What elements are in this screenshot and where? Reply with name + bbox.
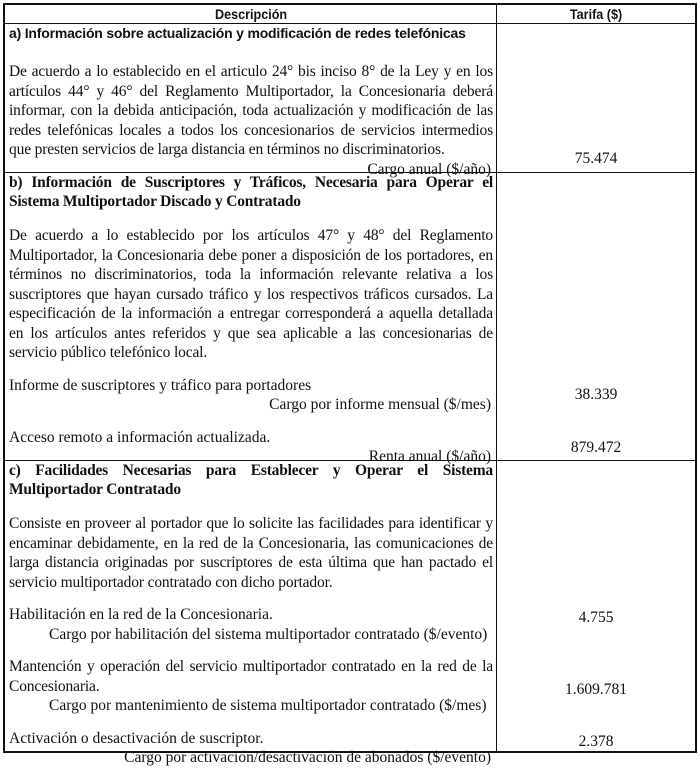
section-c-item-3-value: 2.378 — [578, 733, 614, 750]
section-c-item-3-charge: Cargo por activación/desactivación de abonados ($/evento) — [124, 749, 491, 766]
section-c-item-1-value: 4.755 — [578, 609, 614, 626]
section-b-item-2-value: 879.472 — [570, 439, 622, 456]
header-description: Descripción — [214, 6, 288, 22]
section-a-row — [5, 23, 695, 178]
section-c-item-1-label: Habilitación en la red de la Concesionaria. — [9, 606, 273, 623]
table-header-row — [5, 5, 695, 23]
section-c-title: c) Facilidades Necesarias para Establecer y Operar el Sistema Multiportador Contratado — [9, 462, 493, 498]
header-tariff-cell — [497, 5, 695, 23]
section-b-item-2-label: Acceso remoto a información actualizada. — [9, 428, 271, 446]
section-b-item-1-label: Informe de suscriptores y tráfico para portadores — [9, 376, 312, 394]
section-b-item-1-charge: Cargo por informe mensual ($/mes) — [269, 396, 491, 413]
header-description-cell — [5, 5, 497, 23]
section-b-title: b) Información de Suscriptores y Tráficos, Necesaria para Operar el Sistema Multiportador Discado y Contratado — [9, 174, 493, 210]
section-c-item-2-value: 1.609.781 — [565, 681, 627, 698]
header-tariff: Tarifa ($) — [569, 6, 623, 22]
section-c-tariff-cell — [497, 461, 695, 751]
section-a-tariff-cell — [497, 24, 695, 172]
section-a-title: a) Información sobre actualización y modificación de redes telefónicas — [9, 25, 466, 41]
section-b-row — [5, 172, 695, 465]
section-c-item-2-label: Mantención y operación del servicio multiportador contratado en la red de la Concesionaria. — [9, 658, 493, 695]
section-b-tariff-cell — [497, 173, 695, 460]
section-b-item-2-charge: Renta anual ($/año) — [368, 448, 491, 465]
section-b-item-1-value: 38.339 — [574, 386, 618, 403]
section-b-paragraph: De acuerdo a lo establecido por los artículos 47° y 48° del Reglamento Multiportador, la Concesionaria debe poner a disposición de los portadores, en términos no discriminatorios, toda la información relevante relativa a los suscriptores que hayan cursado tráfico y los respectivos tráficos cursados. La especificación de la información a entregar corresponderá a aquella detallada en los artículos antes referidos y que sea aplicable a las concesionarias de servicio público telefónico local. — [9, 227, 493, 361]
section-a-value: 75.474 — [574, 150, 618, 167]
section-b-description — [5, 173, 497, 465]
section-c-item-3-label: Activación o desactivación de suscriptor. — [9, 729, 264, 747]
section-a-description — [5, 24, 497, 178]
section-c-paragraph: Consiste en proveer al portador que lo solicite las facilidades para identificar y encaminar debidamente, en la red de la Concesionaria, las comunicaciones de larga distancia originadas por suscriptores de esta última que han pactado el servicio multiportador contratado con dicho portador. — [9, 515, 493, 591]
tariff-table — [3, 3, 697, 766]
section-c-item-2-charge: Cargo por mantenimiento de sistema multiportador contratado ($/mes) — [49, 697, 487, 714]
section-c-row — [5, 460, 695, 766]
section-c-item-1-charge: Cargo por habilitación del sistema multiportador contratado ($/evento) — [49, 625, 488, 643]
section-a-charge-label: Cargo anual ($/año) — [367, 160, 491, 178]
section-a-paragraph: De acuerdo a lo establecido en el articulo 24° bis inciso 8° de la Ley y en los artículos 44° y 46° del Reglamento Multiportador, la Concesionaria deberá informar, con la debida anticipación, toda actualización y modificación de las redes telefónicas locales a todos los concesionarios de servicios intermedios que presten servicios de larga distancia en términos no discriminatorios. — [9, 63, 493, 158]
section-c-description — [5, 461, 497, 766]
